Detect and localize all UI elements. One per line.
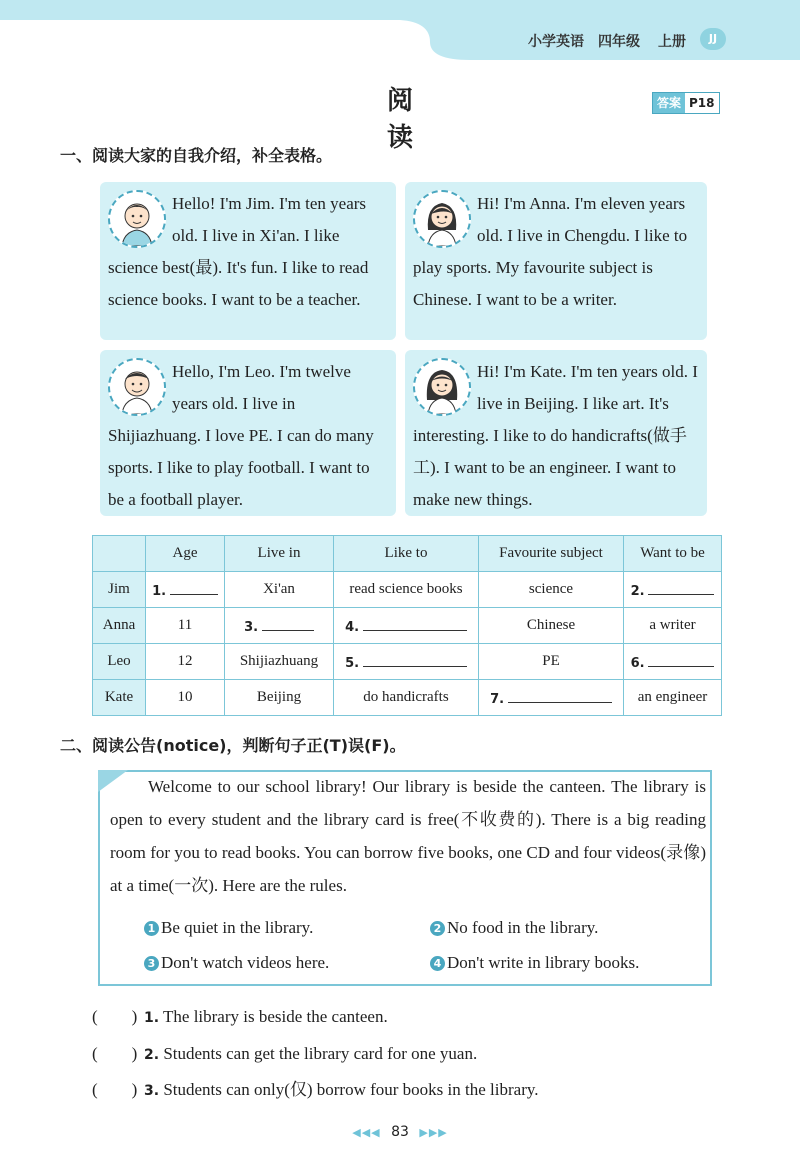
table-header-cell: Live in <box>225 536 334 572</box>
table-cell: a writer <box>624 608 722 644</box>
table-header-cell: Age <box>146 536 225 572</box>
table-row <box>93 644 722 680</box>
table-cell: Chinese <box>479 608 624 644</box>
blank-line <box>363 616 467 631</box>
question-text: Students can only(仅) borrow four books in the library. <box>163 1080 539 1099</box>
table-cell: Beijing <box>225 680 334 716</box>
table-cell: Shijiazhuang <box>225 644 334 680</box>
rule-text: Be quiet in the library. <box>161 918 314 937</box>
answer-blank[interactable] <box>624 572 722 608</box>
blank-number: 2. <box>630 583 645 599</box>
table-cell: 10 <box>146 680 225 716</box>
notice-text <box>110 770 706 902</box>
intro-card-leo <box>100 350 396 516</box>
table-cell: read science books <box>334 572 479 608</box>
answer-blank[interactable] <box>479 680 624 716</box>
row-name: Anna <box>93 608 146 644</box>
table-header-cell: Want to be <box>624 536 722 572</box>
rule-number: 3 <box>144 956 159 971</box>
blank-line <box>648 652 714 667</box>
blank-number: 7. <box>490 691 505 707</box>
header-grade: 四年级 <box>598 34 640 50</box>
question-number: 3. <box>144 1083 160 1099</box>
question-text: Students can get the library card for one yuan. <box>163 1044 478 1063</box>
girl-avatar-icon <box>413 190 471 248</box>
blank-number: 4. <box>345 619 360 635</box>
intro-card-anna <box>405 182 707 340</box>
intro-card-jim <box>100 182 396 340</box>
rule-item <box>144 918 313 938</box>
intro-card-kate <box>405 350 707 516</box>
answer-blank[interactable] <box>624 644 722 680</box>
question-item[interactable] <box>92 1039 477 1064</box>
header-subject: 小学英语 <box>528 34 584 50</box>
row-name: Jim <box>93 572 146 608</box>
boy-avatar-icon <box>108 358 166 416</box>
blank-line <box>170 580 218 595</box>
answer-paren[interactable]: ( ) <box>92 1044 138 1063</box>
blank-line <box>262 616 314 631</box>
answer-paren[interactable]: ( ) <box>92 1080 138 1099</box>
info-table <box>92 535 722 716</box>
rule-item <box>430 918 598 938</box>
header-volume: 上册 <box>658 34 686 50</box>
blank-number: 5. <box>345 655 360 671</box>
answer-blank[interactable] <box>334 608 479 644</box>
blank-line <box>508 688 612 703</box>
answer-label: 答案 <box>653 93 685 113</box>
intro-text-jim: Hello! I'm Jim. I'm ten years old. I live in Xi'an. I like science best(最). It's fun. I like to read science books. I want to be a teacher. <box>108 194 369 309</box>
table-cell: 12 <box>146 644 225 680</box>
intro-text-anna: Hi! I'm Anna. I'm eleven years old. I live in Chengdu. I like to play sports. My favourite subject is Chinese. I want to be a writer. <box>413 194 688 309</box>
answer-page: P18 <box>685 93 719 113</box>
table-cell: 11 <box>146 608 225 644</box>
rule-text: No food in the library. <box>447 918 599 937</box>
rule-number: 1 <box>144 921 159 936</box>
answer-paren[interactable]: ( ) <box>92 1007 138 1026</box>
table-cell: Xi'an <box>225 572 334 608</box>
page-number: 83 <box>391 1124 409 1140</box>
row-name: Leo <box>93 644 146 680</box>
section1-heading: 一、阅读大家的自我介绍，补全表格。 <box>60 146 333 165</box>
intro-text-leo: Hello, I'm Leo. I'm twelve years old. I live in Shijiazhuang. I love PE. I can do many sports. I like to play football. I want to be a football player. <box>108 362 374 509</box>
answer-blank[interactable] <box>146 572 225 608</box>
table-header-cell <box>93 536 146 572</box>
table-row <box>93 608 722 644</box>
girl-avatar-icon <box>413 358 471 416</box>
question-text: The library is beside the canteen. <box>163 1007 388 1026</box>
intro-text-kate: Hi! I'm Kate. I'm ten years old. I live in Beijing. I like art. It's interesting. I like to do handicrafts(做手工). I want to be an engineer. I want to make new things. <box>413 362 698 509</box>
row-name: Kate <box>93 680 146 716</box>
answer-blank[interactable] <box>334 644 479 680</box>
blank-number: 6. <box>630 655 645 671</box>
question-number: 2. <box>144 1047 160 1063</box>
table-cell: PE <box>479 644 624 680</box>
blank-line <box>363 652 467 667</box>
right-arrows-icon: ▶▶▶ <box>419 1126 448 1139</box>
page-footer <box>300 1124 500 1140</box>
table-row <box>93 680 722 716</box>
blank-line <box>648 580 714 595</box>
rule-number: 2 <box>430 921 445 936</box>
jj-badge: JJ <box>700 28 726 50</box>
question-item[interactable] <box>92 1002 388 1027</box>
header-band <box>0 0 800 60</box>
blank-number: 3. <box>244 619 259 635</box>
table-cell: an engineer <box>624 680 722 716</box>
table-header-row <box>93 536 722 572</box>
rule-item <box>144 953 329 973</box>
table-cell: science <box>479 572 624 608</box>
boy-avatar-icon <box>108 190 166 248</box>
table-row <box>93 572 722 608</box>
section2-heading: 二、阅读公告(notice)，判断句子正(T)误(F)。 <box>60 736 406 755</box>
question-item[interactable] <box>92 1075 539 1100</box>
rule-text: Don't watch videos here. <box>161 953 330 972</box>
page-title: 阅 读 <box>386 86 508 153</box>
left-arrows-icon: ◀◀◀ <box>352 1126 381 1139</box>
table-header-cell: Favourite subject <box>479 536 624 572</box>
rule-item <box>430 953 639 973</box>
blank-number: 1. <box>152 583 167 599</box>
answer-reference <box>652 92 720 114</box>
question-number: 1. <box>144 1010 160 1026</box>
notice-body: Welcome to our school library! Our library is beside the canteen. The library is open to every student and the library card is free(不收费的). There is a big reading room for you to read books. You can borrow five books, one CD and four videos(录像) at a time(一次). Here are the rules. <box>110 777 706 895</box>
table-cell: do handicrafts <box>334 680 479 716</box>
rule-number: 4 <box>430 956 445 971</box>
table-header-cell: Like to <box>334 536 479 572</box>
rule-text: Don't write in library books. <box>447 953 640 972</box>
answer-blank[interactable] <box>225 608 334 644</box>
